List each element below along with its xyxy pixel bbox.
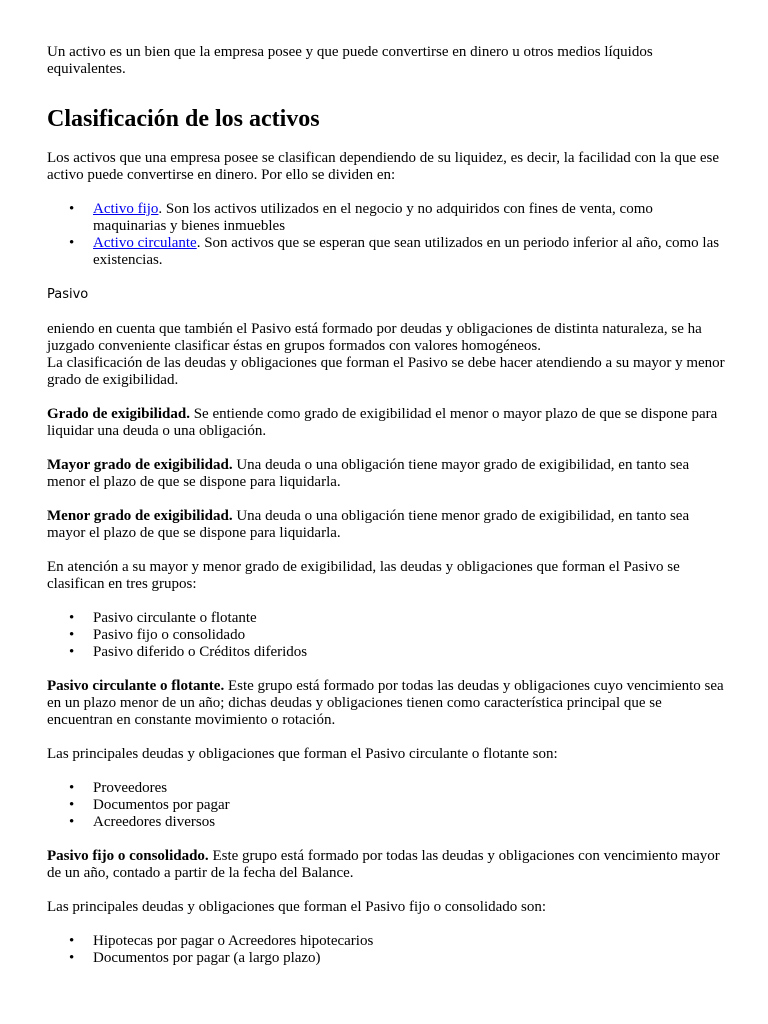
grupos-list <box>47 610 727 661</box>
menor-term: Menor grado de exigibilidad. <box>47 508 233 524</box>
bullet-icon: • <box>69 950 75 966</box>
bullet-icon: • <box>69 933 75 949</box>
list-item: • Acreedores diversos <box>69 814 216 830</box>
pasivo-paragraph-1: eniendo en cuenta que también el Pasivo está formado por deudas y obligaciones de distinta naturaleza, se ha juzgado conveniente clasificar éstas en grupos formados con valores homogéneos. <box>47 321 702 354</box>
circulante-paragraph <box>47 678 727 729</box>
pasivo-paragraph-2: La clasificación de las deudas y obligaciones que forman el Pasivo se debe hacer atendiendo a su mayor y menor grado de exigibilidad. <box>47 355 725 388</box>
list-item: • Proveedores <box>69 780 168 796</box>
bullet-icon: • <box>69 610 75 626</box>
activo-circulante-link[interactable]: Activo circulante <box>93 235 197 251</box>
list-item: • Documentos por pagar (a largo plazo) <box>69 950 321 966</box>
mayor-term: Mayor grado de exigibilidad. <box>47 457 233 473</box>
document-body <box>47 44 727 984</box>
fijo-list <box>47 933 727 967</box>
bullet-icon: • <box>69 780 75 796</box>
mayor-text: Una deuda o una obligación tiene mayor grado de exigibilidad, en tanto sea menor el plazo de que se dispone para liquidarla. <box>47 457 690 490</box>
activo-fijo-link[interactable]: Activo fijo <box>93 201 159 217</box>
grado-text: Se entiende como grado de exigibilidad el menor o mayor plazo de que se dispone para liquidar una deuda o una obligación. <box>47 406 718 439</box>
bullet-icon: • <box>69 235 75 251</box>
bullet-icon: • <box>69 797 75 813</box>
atencion-paragraph: En atención a su mayor y menor grado de exigibilidad, las deudas y obligaciones que forman el Pasivo se clasifican en tres grupos: <box>47 559 680 592</box>
bullet-icon: • <box>69 201 75 217</box>
circulante-text: Este grupo está formado por todas las deudas y obligaciones cuyo vencimiento sea en un plazo menor de un año; dichas deudas y obligaciones tienen como característica principal que se encuentran en constante movimiento o rotación. <box>47 678 724 728</box>
fijo-intro: Las principales deudas y obligaciones que forman el Pasivo fijo o consolidado son: <box>47 899 547 915</box>
section-heading: Clasificación de los activos <box>47 106 320 132</box>
bullet-icon: • <box>69 627 75 643</box>
menor-text: Una deuda o una obligación tiene menor grado de exigibilidad, en tanto sea mayor el plazo de que se dispone para liquidarla. <box>47 508 690 541</box>
menor-paragraph <box>47 508 727 542</box>
fijo-paragraph <box>47 848 727 882</box>
activos-list <box>47 201 727 269</box>
bullet-icon: • <box>69 814 75 830</box>
list-item: • Pasivo diferido o Créditos diferidos <box>69 644 308 660</box>
circulante-list <box>47 780 727 831</box>
list-item: • Pasivo fijo o consolidado <box>69 627 246 643</box>
fijo-text: Este grupo está formado por todas las deudas y obligaciones con vencimiento mayor de un año, contado a partir de la fecha del Balance. <box>47 848 720 881</box>
list-item-text: . Son activos que se esperan que sean utilizados en un periodo inferior al año, como las existencias. <box>93 235 720 268</box>
circulante-term: Pasivo circulante o flotante. <box>47 678 225 694</box>
bullet-icon: • <box>69 644 75 660</box>
list-item: • Pasivo circulante o flotante <box>69 610 257 626</box>
grado-term: Grado de exigibilidad. <box>47 406 190 422</box>
list-item <box>69 235 727 269</box>
fijo-term: Pasivo fijo o consolidado. <box>47 848 209 864</box>
list-item <box>69 201 727 235</box>
grado-paragraph <box>47 406 727 440</box>
classification-paragraph: Los activos que una empresa posee se clasifican dependiendo de su liquidez, es decir, la facilidad con la que ese activo puede convertirse en dinero. Por ello se dividen en: <box>47 150 720 183</box>
mayor-paragraph <box>47 457 727 491</box>
list-item: • Documentos por pagar <box>69 797 230 813</box>
list-item-text: . Son los activos utilizados en el negocio y no adquiridos con fines de venta, como maquinarias y bienes inmuebles <box>93 201 653 234</box>
pasivo-label: Pasivo <box>47 287 89 302</box>
intro-paragraph: Un activo es un bien que la empresa posee y que puede convertirse en dinero u otros medios líquidos equivalentes. <box>47 44 653 77</box>
circulante-intro: Las principales deudas y obligaciones que forman el Pasivo circulante o flotante son: <box>47 746 558 762</box>
list-item: • Hipotecas por pagar o Acreedores hipotecarios <box>69 933 374 949</box>
